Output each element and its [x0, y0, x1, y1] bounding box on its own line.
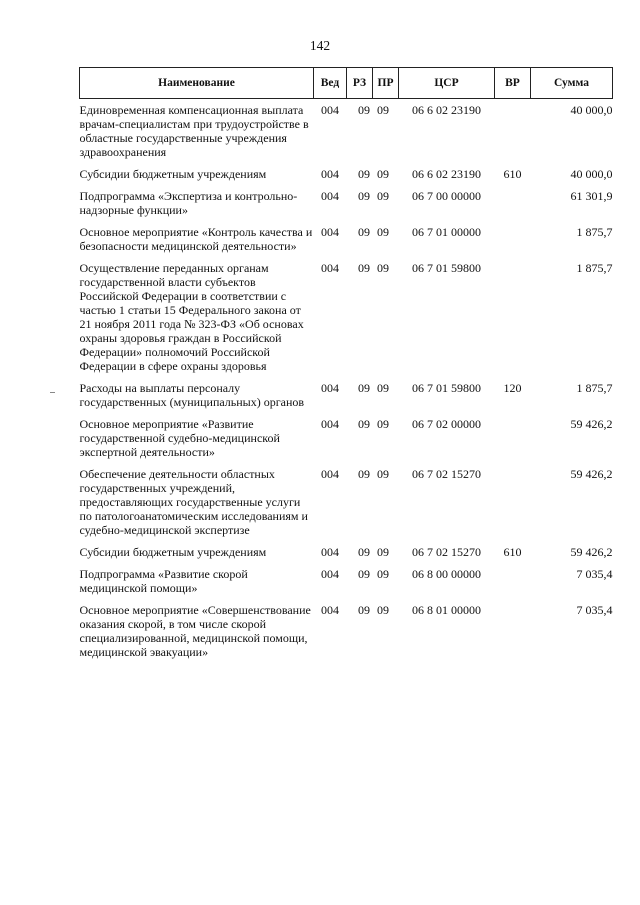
- row-name-text: Осуществление переданных органам государственной власти субъектов Российской Федерации в соответствии с частью 1 статьи 15 Федерального закона от 21 ноября 2011 года № 323-ФЗ «Об основах охраны здоровья граждан в Российской Федерации» полномочий Российской Федерации в сфере охраны здоровья: [79, 261, 304, 373]
- table-row: [80, 413, 613, 463]
- row-vr: [495, 463, 531, 541]
- page-number: 142: [309, 38, 331, 53]
- row-rz-pr: [347, 163, 399, 185]
- row-rz: 09: [358, 545, 370, 559]
- table-row: [80, 99, 613, 164]
- row-rz: 09: [358, 603, 370, 617]
- row-rz-pr: [347, 463, 399, 541]
- header-pr: ПР: [373, 68, 399, 99]
- table-row: [80, 563, 613, 599]
- row-csr: 06 7 01 00000: [412, 225, 481, 239]
- row-rz-pr: [347, 599, 399, 663]
- row-pr: 09: [377, 225, 389, 239]
- row-csr: 06 7 02 15270: [412, 545, 481, 559]
- row-rz-pr: [347, 413, 399, 463]
- row-name: [80, 413, 314, 463]
- row-ved: 004: [321, 189, 339, 203]
- row-sum: 1 875,7: [576, 381, 613, 395]
- row-vr: [495, 413, 531, 463]
- table-row: [80, 463, 613, 541]
- row-pr: 09: [377, 417, 389, 431]
- row-name-text: Основное мероприятие «Развитие государственной судебно-медицинской экспертной деятельности»: [79, 417, 280, 459]
- row-rz: 09: [358, 567, 370, 581]
- header-vr: ВР: [495, 68, 531, 99]
- table-row: [80, 541, 613, 563]
- row-rz-pr: [347, 563, 399, 599]
- table-row: [80, 221, 613, 257]
- header-csr: ЦСР: [399, 68, 495, 99]
- row-vr: 610: [503, 545, 522, 559]
- row-rz-pr: [347, 377, 399, 413]
- row-rz: 09: [358, 189, 370, 203]
- row-ved: 004: [321, 417, 339, 431]
- row-csr: 06 7 01 59800: [412, 381, 481, 395]
- row-name: [80, 99, 314, 164]
- row-csr: 06 6 02 23190: [412, 167, 481, 181]
- row-name: [80, 377, 314, 413]
- row-vr: 120: [503, 381, 522, 395]
- row-rz: 09: [358, 467, 370, 481]
- row-name: [80, 541, 314, 563]
- row-csr: 06 7 00 00000: [412, 189, 481, 203]
- row-name-text: Субсидии бюджетным учреждениям: [79, 545, 267, 559]
- table-body: [80, 99, 613, 664]
- row-sum: 7 035,4: [576, 567, 613, 581]
- row-vr: [495, 99, 531, 164]
- row-csr: 06 8 01 00000: [412, 603, 481, 617]
- row-ved: 004: [321, 225, 339, 239]
- row-sum: 59 426,2: [570, 467, 613, 481]
- row-rz: 09: [358, 103, 370, 117]
- table-row: [80, 185, 613, 221]
- row-pr: 09: [377, 261, 389, 275]
- row-name: [80, 163, 314, 185]
- row-pr: 09: [377, 189, 389, 203]
- row-rz-pr: [347, 257, 399, 377]
- row-vr: 610: [503, 167, 522, 181]
- row-ved: 004: [321, 261, 339, 275]
- row-name-text: Подпрограмма «Развитие скорой медицинской помощи»: [79, 567, 248, 595]
- header-rz: РЗ: [347, 68, 373, 99]
- row-sum: 40 000,0: [570, 167, 613, 181]
- row-sum: 7 035,4: [576, 603, 613, 617]
- row-pr: 09: [377, 103, 389, 117]
- row-rz-pr: [347, 185, 399, 221]
- header-sum: Сумма: [531, 68, 613, 99]
- row-vr: [495, 221, 531, 257]
- row-rz: 09: [358, 381, 370, 395]
- row-name-text: Обеспечение деятельности областных государственных учреждений, предоставляющих государственные услуги по патологоанатомическим исследованиям и судебно-медицинской экспертизе: [79, 467, 308, 537]
- row-rz: 09: [358, 417, 370, 431]
- row-rz: 09: [358, 225, 370, 239]
- header-name: Наименование: [80, 68, 314, 99]
- row-pr: 09: [377, 567, 389, 581]
- row-pr: 09: [377, 603, 389, 617]
- row-name: [80, 257, 314, 377]
- budget-table: [79, 67, 613, 663]
- row-sum: 61 301,9: [570, 189, 613, 203]
- row-csr: 06 7 02 15270: [412, 467, 481, 481]
- row-sum: 40 000,0: [570, 103, 613, 117]
- row-name-text: Единовременная компенсационная выплата врачам-специалистам при трудоустройстве в областные государственные учреждения здравоохранения: [79, 103, 309, 159]
- table-row: [80, 377, 613, 413]
- row-ved: 004: [321, 545, 339, 559]
- row-name: [80, 563, 314, 599]
- row-ved: 004: [321, 167, 339, 181]
- row-name: [80, 463, 314, 541]
- row-name: [80, 221, 314, 257]
- row-rz-pr: [347, 541, 399, 563]
- row-name-text: Подпрограмма «Экспертиза и контрольно-надзорные функции»: [79, 189, 298, 217]
- row-vr: [495, 563, 531, 599]
- row-pr: 09: [377, 167, 389, 181]
- row-name-text: Субсидии бюджетным учреждениям: [79, 167, 267, 181]
- row-pr: 09: [377, 545, 389, 559]
- row-rz: 09: [358, 167, 370, 181]
- row-rz: 09: [358, 261, 370, 275]
- row-rz-pr: [347, 221, 399, 257]
- row-ved: 004: [321, 381, 339, 395]
- row-vr: [495, 185, 531, 221]
- margin-mark: [50, 392, 55, 393]
- row-csr: 06 6 02 23190: [412, 103, 481, 117]
- row-name-text: Основное мероприятие «Совершенствование оказания скорой, в том числе скорой специализированной, медицинской помощи, медицинской эвакуации»: [79, 603, 311, 659]
- row-vr: [495, 599, 531, 663]
- row-name: [80, 185, 314, 221]
- row-vr: [495, 257, 531, 377]
- row-name-text: Расходы на выплаты персоналу государственных (муниципальных) органов: [79, 381, 305, 409]
- header-ved: Вед: [314, 68, 347, 99]
- table-row: [80, 599, 613, 663]
- row-ved: 004: [321, 467, 339, 481]
- row-rz-pr: [347, 99, 399, 164]
- table-row: [80, 163, 613, 185]
- row-csr: 06 7 01 59800: [412, 261, 481, 275]
- row-pr: 09: [377, 381, 389, 395]
- row-sum: 59 426,2: [570, 545, 613, 559]
- row-ved: 004: [321, 603, 339, 617]
- row-pr: 09: [377, 467, 389, 481]
- row-sum: 1 875,7: [576, 261, 613, 275]
- row-ved: 004: [321, 567, 339, 581]
- row-csr: 06 8 00 00000: [412, 567, 481, 581]
- row-name: [80, 599, 314, 663]
- table-header-row: [80, 68, 613, 99]
- row-csr: 06 7 02 00000: [412, 417, 481, 431]
- row-sum: 59 426,2: [570, 417, 613, 431]
- row-sum: 1 875,7: [576, 225, 613, 239]
- row-name-text: Основное мероприятие «Контроль качества и безопасности медицинской деятельности»: [79, 225, 313, 253]
- table-row: [80, 257, 613, 377]
- row-ved: 004: [321, 103, 339, 117]
